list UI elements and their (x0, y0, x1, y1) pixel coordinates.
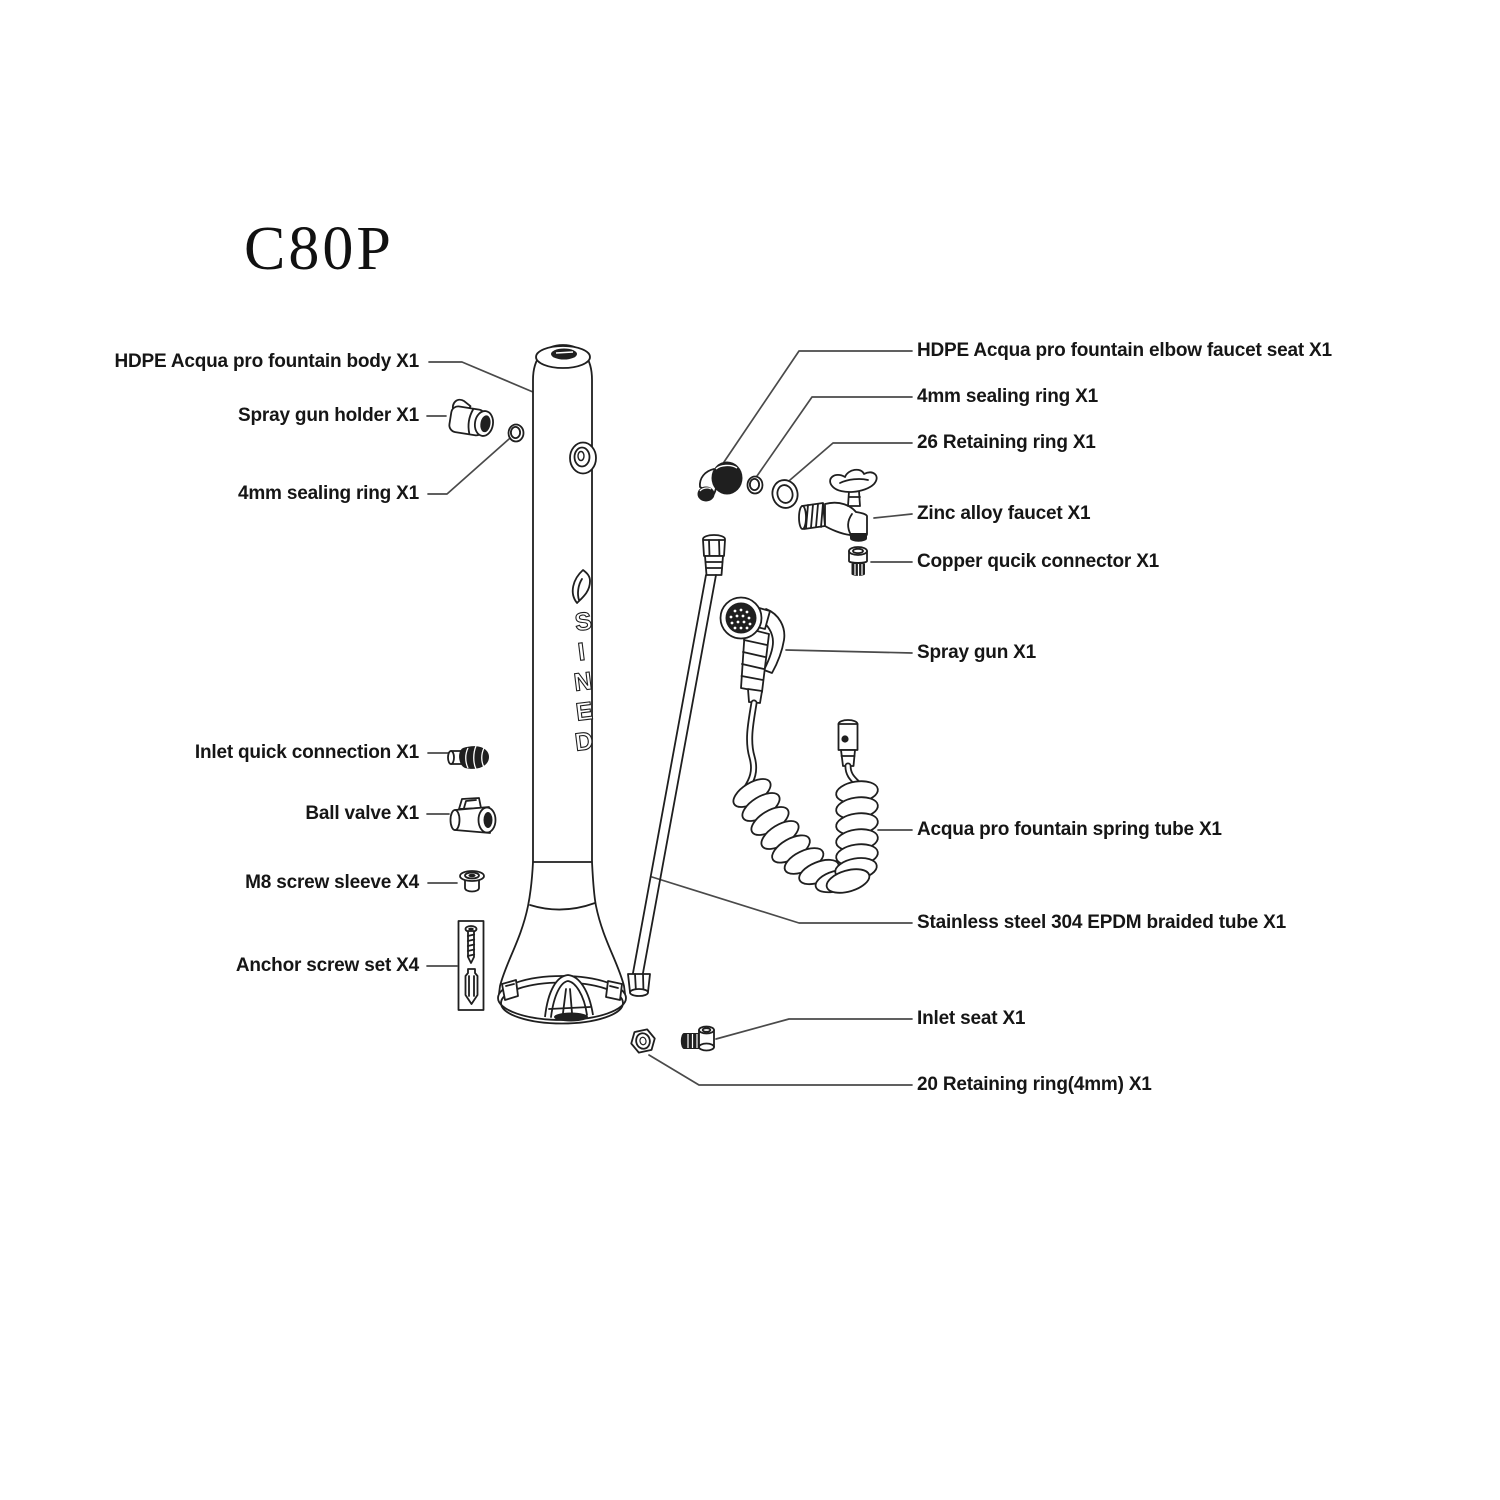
part-label-ball-valve: Ball valve X1 (305, 803, 419, 824)
part-label-retaining-ring-20: 20 Retaining ring(4mm) X1 (917, 1074, 1152, 1095)
part-label-m8-screw-sleeve: M8 screw sleeve X4 (245, 872, 419, 893)
logo-letter: N (572, 666, 594, 697)
part-label-spray-gun-holder: Spray gun holder X1 (238, 405, 419, 426)
sealing-ring-left-drawing (509, 425, 524, 442)
part-label-spray-gun: Spray gun X1 (917, 642, 1037, 663)
part-label-copper-quick-connector: Copper qucik connector X1 (917, 551, 1160, 572)
part-label-spring-tube: Acqua pro fountain spring tube X1 (917, 819, 1222, 840)
elbow-faucet-seat-drawing (698, 462, 743, 502)
inlet-seat-drawing (681, 1027, 714, 1051)
retaining-ring-20-drawing (629, 1028, 657, 1054)
sealing-ring-right-drawing (748, 477, 763, 494)
spring-tube-coil (824, 779, 879, 897)
logo-letter: S (573, 607, 594, 637)
logo-letter: D (573, 726, 595, 757)
part-label-elbow-faucet-seat: HDPE Acqua pro fountain elbow faucet seat X1 (917, 340, 1332, 361)
spray-gun-holder-drawing (448, 399, 496, 438)
part-label-inlet-quick-connection: Inlet quick connection X1 (194, 742, 419, 763)
part-label-sealing-ring-left: 4mm sealing ring X1 (238, 483, 419, 504)
logo-letter: E (574, 696, 595, 727)
fountain-body-drawing (498, 345, 626, 1024)
leader-lines (427, 351, 912, 1085)
copper-quick-connector-drawing (849, 547, 867, 576)
braided-tube-drawing (628, 535, 725, 996)
part-label-braided-tube: Stainless steel 304 EPDM braided tube X1 (917, 912, 1286, 933)
part-label-sealing-ring-right: 4mm sealing ring X1 (917, 386, 1098, 407)
m8-screw-sleeve-drawing (460, 871, 484, 892)
part-label-zinc-alloy-faucet: Zinc alloy faucet X1 (917, 503, 1091, 524)
part-label-anchor-screw-set: Anchor screw set X4 (235, 955, 419, 976)
model-title: C80P (244, 215, 394, 283)
part-label-fountain-body: HDPE Acqua pro fountain body X1 (114, 351, 419, 372)
part-label-inlet-seat: Inlet seat X1 (917, 1008, 1026, 1029)
anchor-screw-set-drawing (459, 921, 484, 1010)
ball-valve-drawing (451, 798, 496, 833)
retaining-ring-26-drawing (769, 477, 800, 510)
part-label-retaining-ring-26: 26 Retaining ring X1 (917, 432, 1096, 453)
logo-letter: I (576, 637, 587, 667)
zinc-alloy-faucet-drawing (799, 470, 877, 542)
inlet-quick-connection-drawing (448, 746, 489, 769)
